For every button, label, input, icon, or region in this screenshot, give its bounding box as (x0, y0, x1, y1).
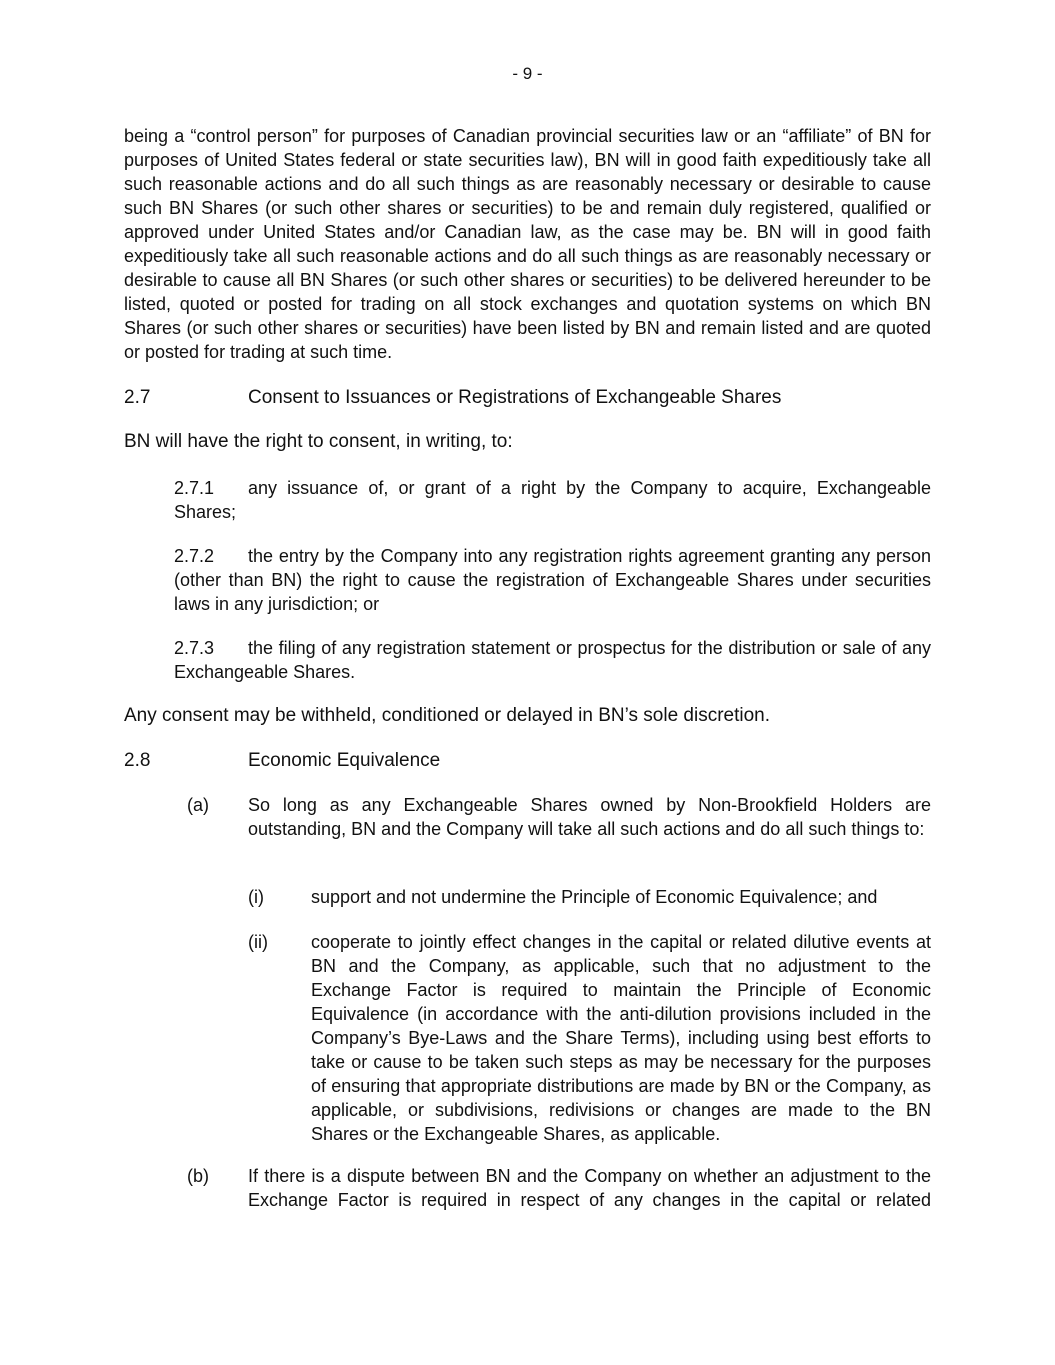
section-2-7-title: Consent to Issuances or Registrations of Exchangeable Shares (248, 387, 782, 408)
intro-paragraph: being a “control person” for purposes of Canadian provincial securities law or an “affiliate” of BN for purposes of United States federal or state securities law), BN will in good faith expeditiously take all such reasonable actions and do all such things as are reasonably necessary or desirable to cause such BN Shares (or such other shares or securities) to be and remain duly registered, qualified or approved under United States and/or Canadian law, as the case may be. BN will in good faith expeditiously take all such reasonable actions and do all such things as are reasonably necessary or desirable to cause all BN Shares (or such other shares or securities) to be delivered hereunder to be listed, quoted or posted for trading on all stock exchanges and quotation systems on which BN Shares (or such other shares or securities) have been listed by BN and remain listed and are quoted or posted for trading at such time. (124, 126, 931, 362)
item-2-7-1-number: 2.7.1 (174, 478, 215, 498)
clause-a-text: So long as any Exchangeable Shares owned by Non-Brookfield Holders are outstanding, BN and the Company will take all such actions and do all such things to: (248, 795, 931, 839)
clause-i-text: support and not undermine the Principle of Economic Equivalence; and (311, 887, 878, 907)
item-2-7-2-text: the entry by the Company into any registration rights agreement granting any person (other than BN) the right to cause the registration of Exchangeable Shares under securities laws in any jurisdiction; or (174, 546, 931, 614)
clause-ii-text: cooperate to jointly effect changes in the capital or related dilutive events at BN and the Company, as applicable, such that no adjustment to the Exchange Factor is required to maintain the Principle of Economic Equivalence (in accordance with the anti-dilution provisions included in the Company’s Bye-Laws and the Share Terms), including using best efforts to take or cause to be taken such steps as may be necessary for the purposes of ensuring that appropriate distributions are made by BN or the Company, as applicable, or subdivisions, redivisions or changes are made to the BN Shares or the Exchangeable Shares, as applicable. (311, 932, 931, 1144)
clause-ii-label: (ii) (248, 932, 268, 952)
clause-b-label: (b) (187, 1166, 209, 1186)
section-2-8-number: 2.8 (124, 750, 151, 771)
section-2-7-lead: BN will have the right to consent, in writing, to: (124, 431, 513, 452)
section-2-8-heading (124, 749, 931, 773)
item-2-7-1-text: any issuance of, or grant of a right by the Company to acquire, Exchangeable Shares; (174, 478, 931, 522)
clause-b-text: If there is a dispute between BN and the Company on whether an adjustment to the Exchange Factor is required in respect of any changes in the capital or related (248, 1166, 931, 1210)
item-2-7-3-number: 2.7.3 (174, 638, 215, 658)
section-2-8-title: Economic Equivalence (248, 750, 441, 771)
section-2-7-heading (124, 386, 931, 410)
section-2-7-number: 2.7 (124, 387, 151, 408)
clause-a-label: (a) (187, 795, 209, 815)
item-2-7-3-text: the filing of any registration statement or prospectus for the distribution or sale of any Exchangeable Shares. (174, 638, 931, 682)
clause-i-label: (i) (248, 887, 264, 907)
section-2-7-closing: Any consent may be withheld, conditioned or delayed in BN’s sole discretion. (124, 705, 771, 726)
page-number: - 9 - (512, 64, 543, 83)
item-2-7-2-number: 2.7.2 (174, 546, 215, 566)
